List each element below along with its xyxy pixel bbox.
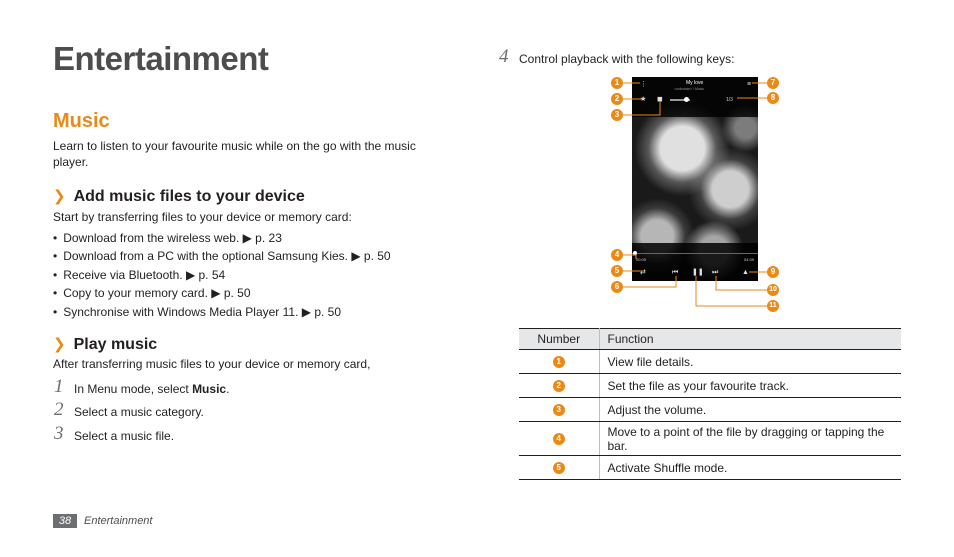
table-row	[519, 374, 901, 398]
column-header-function: Function	[599, 329, 901, 350]
track-count: 1/3	[726, 97, 733, 103]
page-title: Entertainment	[53, 40, 269, 77]
add-music-intro: Start by transferring files to your device or memory card:	[53, 210, 352, 224]
callout-3: 3	[611, 109, 623, 121]
list-item: • Synchronise with Windows Media Player 11. ▶ p. 50	[53, 303, 391, 321]
table-cell-function: Adjust the volume.	[599, 398, 901, 422]
step-text-end: .	[226, 382, 230, 396]
callout-11: 11	[767, 300, 779, 312]
keys-table	[519, 328, 901, 480]
list-item: • Download from a PC with the optional Samsung Kies. ▶ p. 50	[53, 247, 391, 265]
callout-6: 6	[611, 281, 623, 293]
column-header-number: Number	[519, 329, 599, 350]
song-subtitle: <unknown> / Music	[674, 87, 705, 91]
previous-icon[interactable]: ⏮	[672, 269, 679, 276]
play-music-heading-text: Play music	[73, 336, 158, 353]
favourite-star-icon[interactable]: ★	[640, 96, 647, 103]
callout-8: 8	[767, 92, 779, 104]
table-cell-number	[519, 456, 599, 480]
repeat-icon[interactable]: ▲	[742, 269, 749, 276]
callout-9: 9	[767, 266, 779, 278]
table-cell-number	[519, 422, 599, 456]
step-number: 2	[54, 399, 64, 420]
time-total: 04:39	[744, 257, 755, 262]
play-music-intro: After transferring music files to your device or memory card,	[53, 357, 371, 371]
add-music-heading	[53, 187, 305, 206]
table-header-row	[519, 329, 901, 350]
number-badge: 4	[553, 433, 565, 445]
number-badge: 1	[553, 356, 565, 368]
step-2	[54, 399, 204, 420]
callout-2: 2	[611, 93, 623, 105]
song-title: My love	[686, 80, 704, 86]
step-number: 3	[54, 423, 64, 444]
table-row	[519, 422, 901, 456]
chevron-right-icon: ❯	[53, 336, 66, 353]
shuffle-icon[interactable]: ⇄	[640, 269, 646, 276]
step-number: 1	[54, 376, 64, 397]
list-item: • Copy to your memory card. ▶ p. 50	[53, 284, 391, 302]
table-cell-number	[519, 350, 599, 374]
section-title: Music	[53, 110, 110, 132]
callout-1: 1	[611, 77, 623, 89]
bullet-list	[53, 229, 391, 321]
intro-text: Learn to listen to your favourite music while on the go with the music player.	[53, 139, 416, 169]
time-elapsed: 00:05	[636, 257, 647, 262]
step-1	[54, 376, 230, 397]
number-badge: 2	[553, 380, 565, 392]
list-item: • Download from the wireless web. ▶ p. 23	[53, 229, 391, 247]
volume-thumb[interactable]	[684, 97, 689, 102]
music-player-screenshot	[632, 77, 758, 281]
details-icon[interactable]: ⋮	[640, 81, 647, 88]
volume-icon[interactable]: ◼	[657, 96, 663, 103]
step-3	[54, 423, 175, 444]
number-badge: 3	[553, 404, 565, 416]
callout-10: 10	[767, 284, 779, 296]
step-number: 4	[499, 46, 509, 67]
footer-label: Entertainment	[84, 515, 153, 527]
table-row	[519, 350, 901, 374]
table-cell-function: Move to a point of the file by dragging or tapping the bar.	[599, 422, 901, 456]
table-row	[519, 456, 901, 480]
progress-bar[interactable]	[632, 253, 758, 254]
callout-7: 7	[767, 77, 779, 89]
table-cell-number	[519, 398, 599, 422]
step-4	[499, 46, 735, 67]
callout-5: 5	[611, 265, 623, 277]
add-music-heading-text: Add music files to your device	[73, 188, 305, 205]
step-text: In Menu mode, select	[74, 382, 193, 396]
table-cell-function: Set the file as your favourite track.	[599, 374, 901, 398]
list-item: • Receive via Bluetooth. ▶ p. 54	[53, 266, 391, 284]
play-music-heading	[53, 335, 157, 354]
step-text: Select a music file.	[74, 429, 175, 443]
table-cell-function: View file details.	[599, 350, 901, 374]
step-bold: Music	[192, 382, 227, 396]
table-row	[519, 398, 901, 422]
pause-icon[interactable]: ❚❚	[692, 269, 704, 276]
step-text: Select a music category.	[74, 405, 204, 419]
table-cell-function: Activate Shuffle mode.	[599, 456, 901, 480]
next-icon[interactable]: ⏭	[712, 269, 719, 276]
step-text: Control playback with the following keys:	[519, 52, 735, 66]
number-badge: 5	[553, 462, 565, 474]
page-number: 38	[53, 514, 77, 528]
list-icon[interactable]: ≡	[747, 81, 752, 88]
chevron-right-icon: ❯	[53, 188, 66, 205]
table-cell-number	[519, 374, 599, 398]
progress-thumb[interactable]	[633, 251, 637, 255]
callout-4: 4	[611, 249, 623, 261]
